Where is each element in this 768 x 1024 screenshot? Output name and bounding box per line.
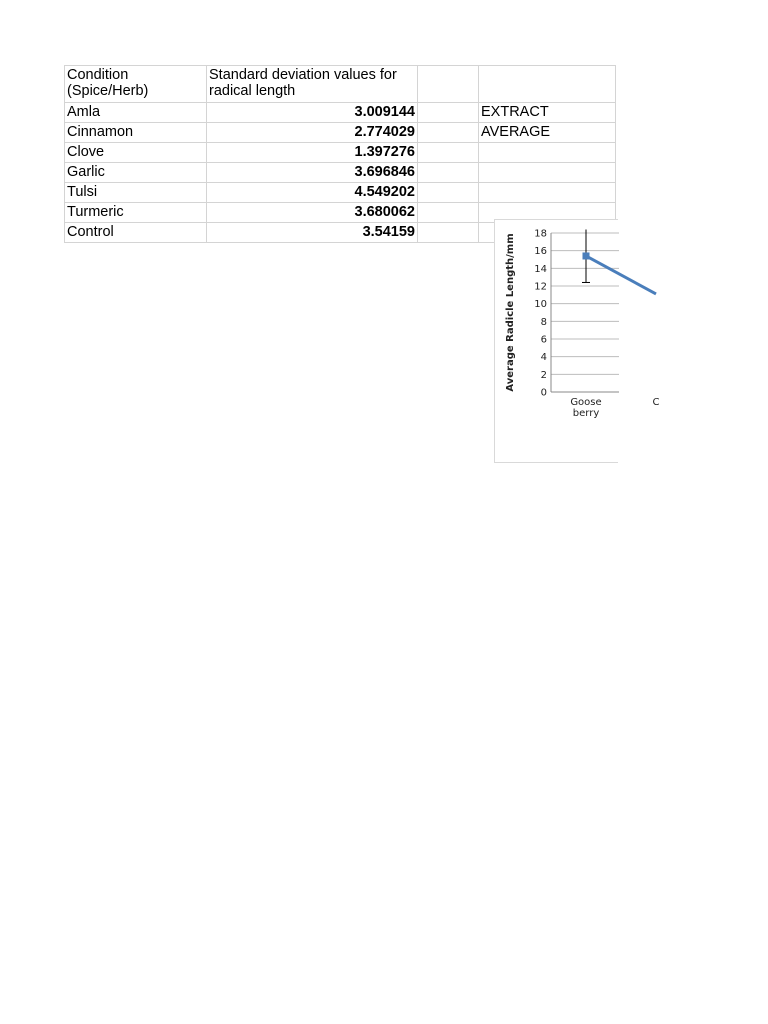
cell-condition[interactable]: Tulsi	[65, 183, 207, 203]
cell-empty[interactable]	[418, 143, 479, 163]
table-header-row	[65, 66, 616, 103]
cell-empty[interactable]	[418, 103, 479, 123]
cell-condition[interactable]: Cinnamon	[65, 123, 207, 143]
chart-y-tick-label: 0	[540, 387, 547, 399]
cell-extra[interactable]	[479, 183, 616, 203]
chart-series	[582, 229, 656, 293]
header-empty-c[interactable]	[418, 66, 479, 103]
table-row	[65, 183, 616, 203]
table-row	[65, 123, 616, 143]
header-empty-d[interactable]	[479, 66, 616, 103]
chart-y-tick-label: 8	[540, 316, 547, 328]
cell-condition[interactable]: Control	[65, 223, 207, 243]
header-sd[interactable]	[207, 66, 418, 103]
header-condition-line1: Condition	[67, 67, 129, 83]
cell-condition[interactable]: Turmeric	[65, 203, 207, 223]
table-row	[65, 103, 616, 123]
cell-empty[interactable]	[418, 123, 479, 143]
cell-empty[interactable]	[418, 163, 479, 183]
chart-y-tick-label: 6	[540, 334, 547, 346]
chart-y-axis-title: Average Radicle Length/mm	[505, 233, 516, 392]
cell-condition[interactable]: Clove	[65, 143, 207, 163]
cell-condition[interactable]: Garlic	[65, 163, 207, 183]
cell-sd[interactable]: 1.397276	[207, 143, 418, 163]
cell-sd[interactable]: 4.549202	[207, 183, 418, 203]
cell-sd[interactable]: 3.696846	[207, 163, 418, 183]
chart-x-tick-label: berry	[572, 408, 600, 419]
embedded-chart[interactable]	[494, 219, 660, 463]
cell-sd[interactable]: 3.009144	[207, 103, 418, 123]
chart-series-line	[586, 256, 656, 294]
header-sd-line1: Standard deviation values for	[209, 67, 397, 83]
chart-y-tick-label: 18	[534, 228, 547, 240]
chart-x-tick-label: C	[652, 397, 660, 408]
table-row	[65, 143, 616, 163]
header-condition[interactable]	[65, 66, 207, 103]
chart-x-tick-label: Goose	[570, 397, 602, 408]
chart-y-tick-label: 2	[540, 369, 547, 381]
chart-svg	[495, 220, 660, 464]
cell-extra[interactable]: EXTRACT	[479, 103, 616, 123]
cell-extra[interactable]	[479, 143, 616, 163]
cell-empty[interactable]	[418, 223, 479, 243]
cell-extra[interactable]	[479, 163, 616, 183]
chart-y-tick-label: 14	[534, 263, 547, 275]
chart-y-tick-labels	[534, 229, 547, 399]
cell-sd[interactable]: 2.774029	[207, 123, 418, 143]
cell-empty[interactable]	[418, 203, 479, 223]
chart-data-point	[583, 252, 590, 259]
table-row	[65, 163, 616, 183]
chart-x-tick-labels	[570, 397, 659, 419]
header-sd-line2: radical length	[209, 83, 296, 99]
chart-y-tick-label: 4	[540, 352, 547, 364]
cell-extra[interactable]: AVERAGE	[479, 123, 616, 143]
header-condition-line2: (Spice/Herb)	[67, 83, 149, 99]
chart-y-tick-label: 12	[534, 281, 547, 293]
chart-y-tick-label: 10	[534, 299, 547, 311]
data-table	[64, 65, 616, 243]
cell-empty[interactable]	[418, 183, 479, 203]
cell-sd[interactable]: 3.680062	[207, 203, 418, 223]
cell-condition[interactable]: Amla	[65, 103, 207, 123]
chart-y-tick-label: 16	[534, 246, 547, 258]
cell-sd[interactable]: 3.54159	[207, 223, 418, 243]
